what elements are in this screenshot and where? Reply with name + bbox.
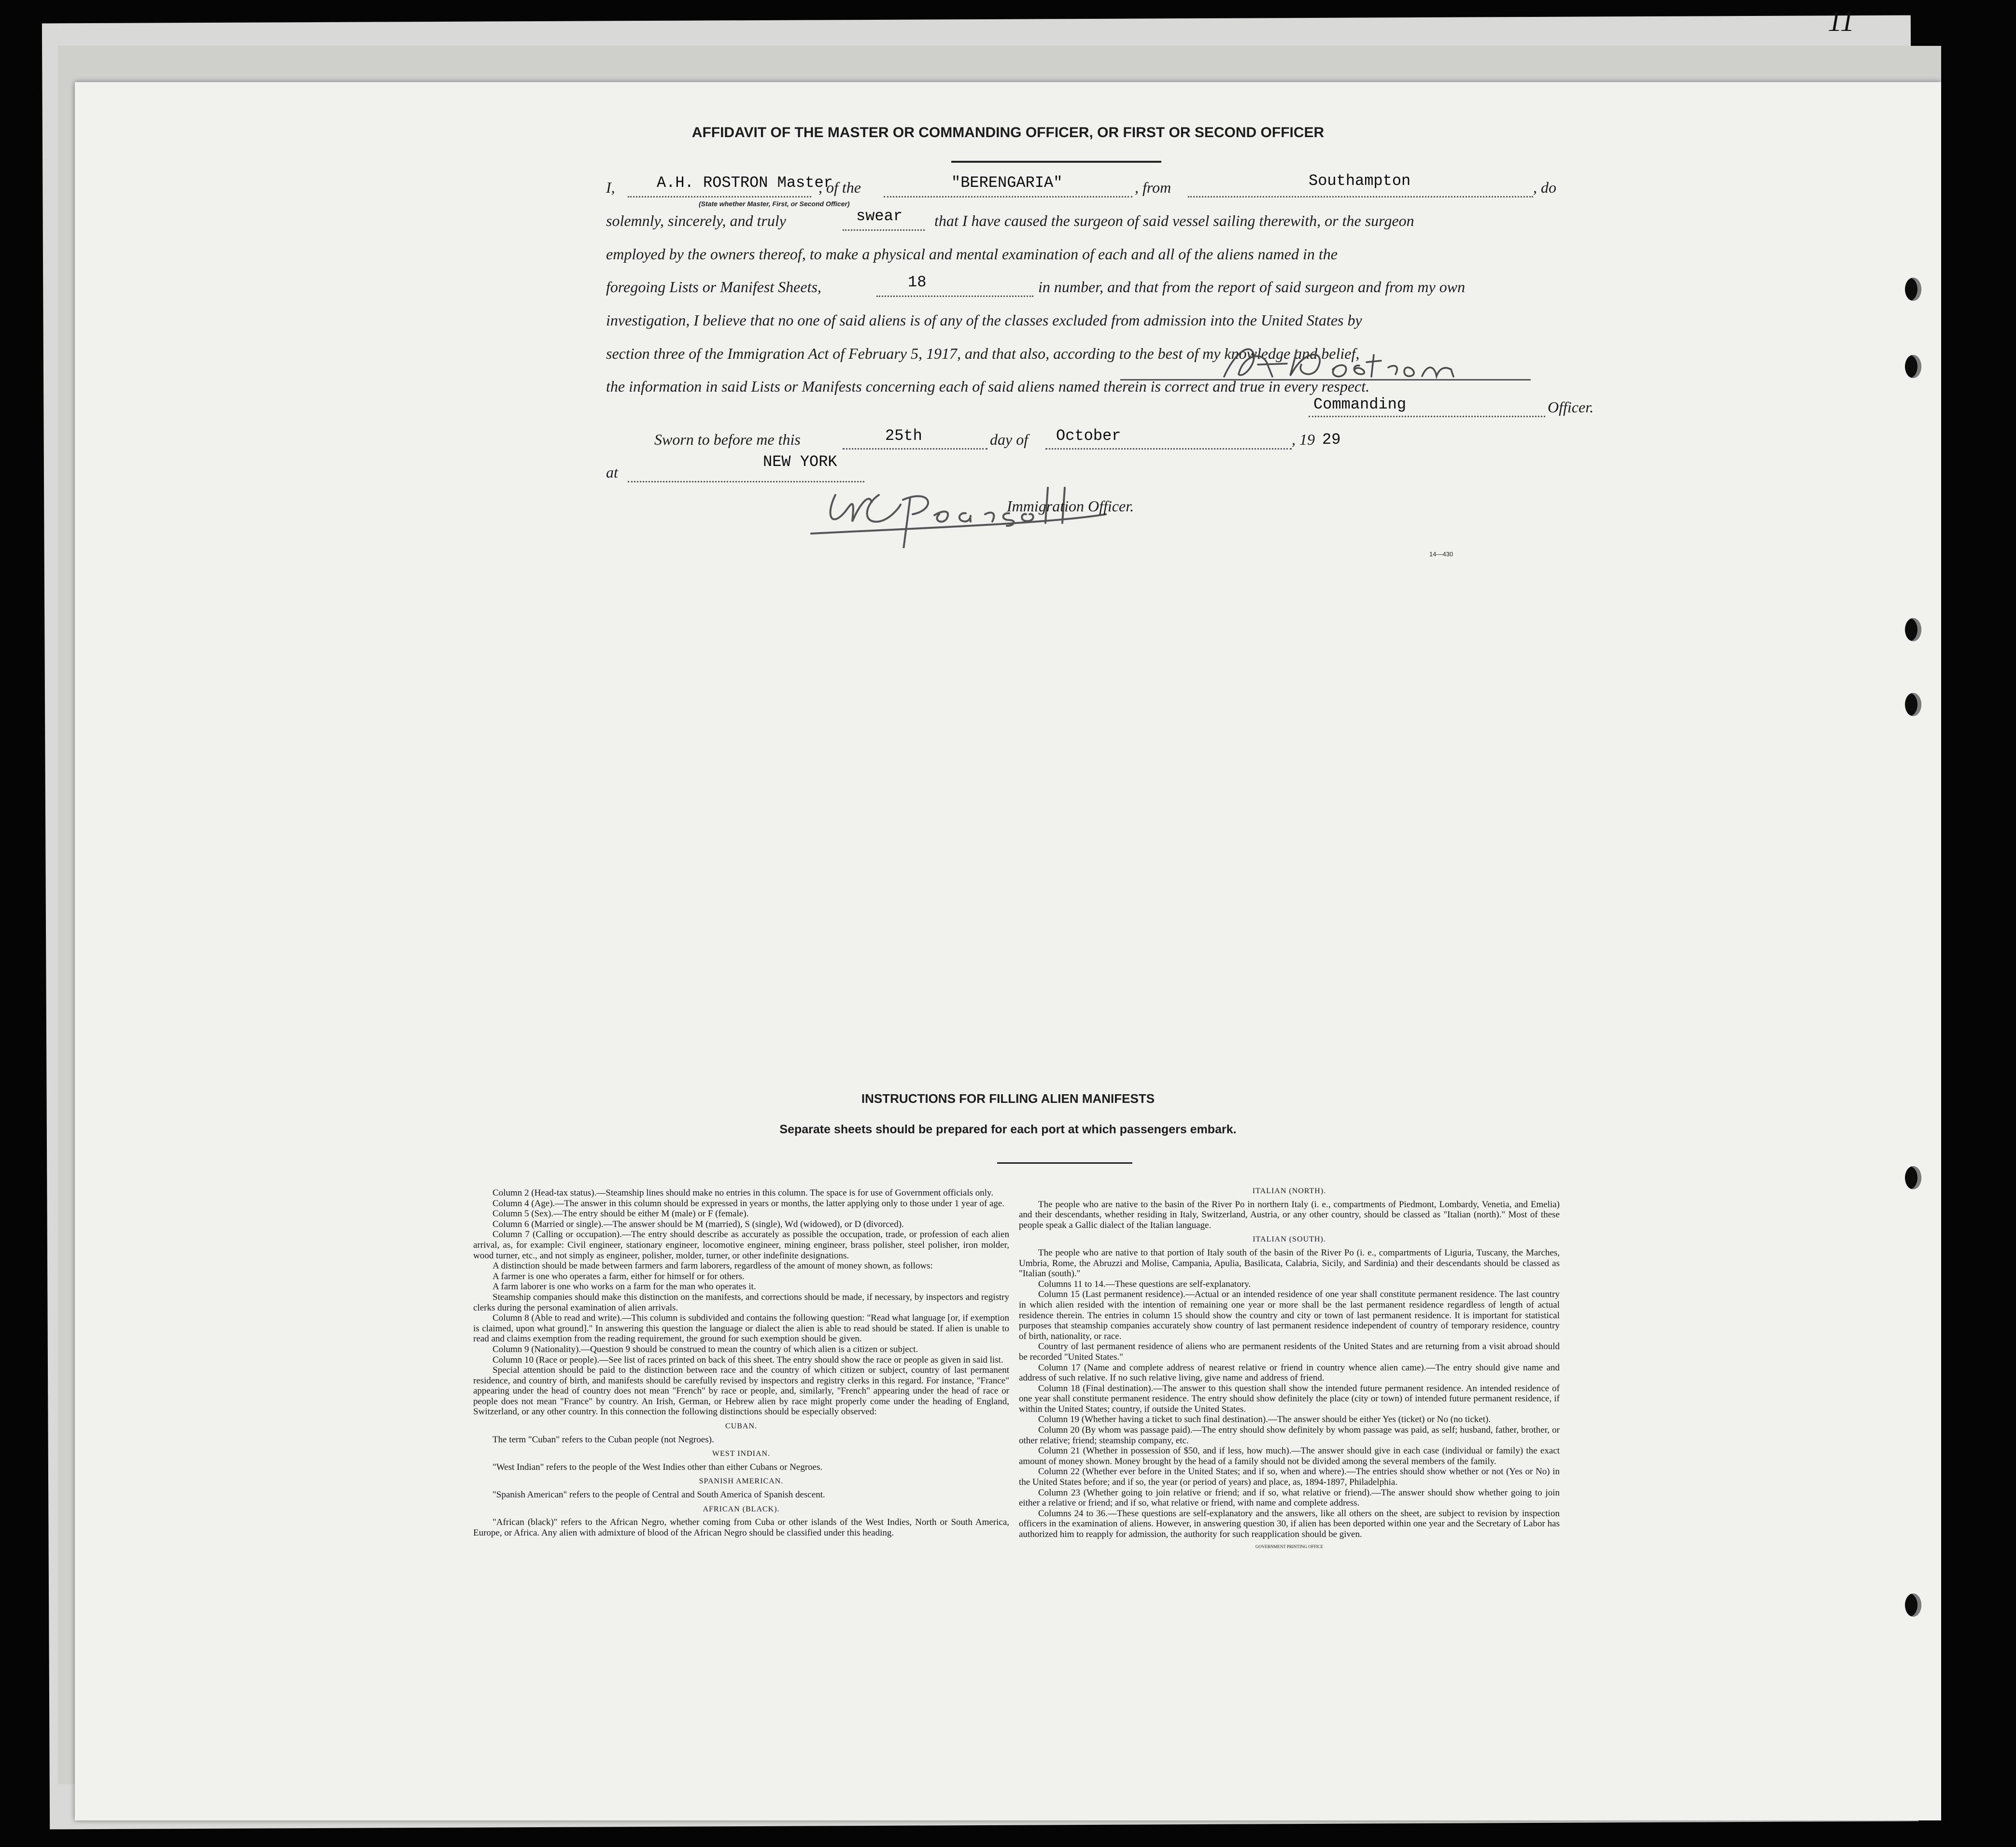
manifest-sheet [75, 82, 1941, 1820]
instruction-paragraph: Columns 11 to 14.—These questions are self-explanatory. [1038, 1279, 1251, 1289]
oath-word: swear [856, 207, 903, 225]
punch-hole [1905, 278, 1921, 301]
line1-mid: , of the [818, 179, 861, 196]
punch-hole [1905, 1166, 1921, 1189]
instruction-paragraph: Column 4 (Age).—The answer in this column should be expressed in years or months, the latter applying only to those under 1 year of age. [493, 1198, 1005, 1209]
affidavit-title: AFFIDAVIT OF THE MASTER OR COMMANDING OFFICER, OR FIRST OR SECOND OFFICER [691, 125, 1325, 141]
sworn-prefix: Sworn to before me this [654, 431, 801, 448]
instruction-paragraph: Steamship companies should make this distinction on the manifests, and corrections should be made, if necessary, by inspectors and registry clerks during the personal examination of alien arrivals. [473, 1292, 1009, 1313]
instruction-paragraph: A distinction should be made between farmers and farm laborers, regardless of the amount of money shown, as follows: [493, 1261, 933, 1271]
name-field [628, 196, 811, 197]
line4-prefix: foregoing Lists or Manifest Sheets, [606, 278, 821, 296]
state-note: (State whether Master, First, or Second Officer) [699, 200, 850, 208]
section-heading: AFRICAN (BLACK). [703, 1505, 780, 1513]
instruction-paragraph: Column 21 (Whether in possession of $50, and if less, how much).—The answer should give in each case (individual or family) the exact amount of money shown. Money brought by the head of a family should not be divided among the several members of the family. [1019, 1446, 1560, 1466]
sheet-count: 18 [908, 273, 927, 291]
instruction-paragraph: Column 7 (Calling or occupation).—The entry should describe as accurately as possible the occupation, trade, or profession of each alien arrival, as, for example: Civil engineer, stationary engineer, locomotive engineer, mining engineer, brass polisher, steel polisher, iron molder, wood turner, etc., and not simply as engineer, polisher, molder, turner, or other indefinite designations. [473, 1229, 1009, 1261]
instruction-paragraph: The term "Cuban" refers to the Cuban people (not Negroes). [493, 1434, 714, 1445]
vessel-field [884, 196, 1132, 197]
instruction-paragraph: Column 23 (Whether going to join relative or friend; and if so, what relative or friend).—The answer should show whether going to join either a relative or friend; and if so, what relative or friend, with name and complete address. [1019, 1487, 1560, 1509]
section-heading: CUBAN. [725, 1422, 757, 1431]
instruction-paragraph: Column 6 (Married or single).—The answer should be M (married), S (single), Wd (widowed), or D (divorced). [493, 1219, 904, 1229]
instruction-paragraph: "African (black)" refers to the African Negro, whether coming from Cuba or other islands of the West Indies, North or South America, Europe, or Africa. Any alien with admixture of blood of the African Negro should be classified under this heading. [473, 1517, 1009, 1538]
day-field [843, 448, 987, 450]
punch-hole [1905, 355, 1921, 378]
line4-rest: in number, and that from the report of said surgeon and from my own [1038, 278, 1466, 296]
instructions-subtitle: Separate sheets should be prepared for each port at which passengers embark. [779, 1123, 1237, 1136]
instruction-paragraph: Column 22 (Whether ever before in the United States; and if so, when and where).—The entries should show whether or not (Yes or No) in the United States before; and if so, the year (or period of years) and place, as, 1894-1897, Philadelphia. [1019, 1466, 1560, 1488]
oath-field [843, 229, 925, 231]
day-label: day of [990, 431, 1029, 448]
instruction-paragraph: Column 17 (Name and complete address of nearest relative or friend in country whence alien came).—The entry should give name and address of such relative. If no such relative living, give name and address of friend. [1019, 1362, 1560, 1383]
affidavit-line-3: employed by the owners thereof, to make a physical and mental examination of each and all of the aliens named in the [606, 245, 1338, 263]
instruction-paragraph: Column 19 (Whether having a ticket to such final destination).—The answer should be either Yes (ticket) or No (no ticket). [1038, 1414, 1491, 1425]
instruction-paragraph: Column 10 (Race or people).—See list of races printed on back of this sheet. The entry should show the race or people as given in said list. [493, 1354, 1003, 1365]
instruction-paragraph: Special attention should be paid to the distinction between race and the country of which citizen or subject, country of last permanent residence, and country of birth, and manifests should be carefully revised by inspectors and registry clerks in this regard. For instance, "France" appearing under the head of country does not mean "French" by race or people, and, similarly, "French" appearing under the head of race or people does not mean "France" by country. An Irish, German, or Hebrew alien by race might properly come under the heading of England, Switzerland, or any other country. In this connection the following distinctions should be especially observed: [473, 1365, 1009, 1417]
instruction-paragraph: Column 8 (Able to read and write).—This column is subdivided and contains the following question: "Read what language [or, if exemption is claimed, upon what ground]." In answering this question the language or dialect the alien is able to read should be stated. If alien is unable to read and claims exemption from the reading requirement, the ground for such exemption should be given. [473, 1313, 1009, 1344]
instruction-paragraph: A farm laborer is one who works on a farm for the man who operates it. [493, 1282, 756, 1292]
instruction-paragraph: Column 20 (By whom was passage paid).—The entry should show definitely by whom passage was paid, as self; husband, father, brother, or other relative; friend; steamship company, etc. [1019, 1425, 1560, 1446]
sworn-month: October [1056, 427, 1121, 445]
line1-prefix: I, [606, 179, 615, 196]
title-rule [951, 161, 1161, 163]
immigration-officer-label: Immigration Officer. [1007, 497, 1134, 515]
rank-field [1309, 416, 1545, 417]
month-field [1045, 448, 1292, 450]
form-number: 14—430 [1429, 550, 1453, 558]
affidavit-line-7: the information in said Lists or Manifests concerning each of said aliens named therein is correct and true in every respect. [606, 378, 1370, 395]
instruction-paragraph: Column 5 (Sex).—The entry should be either M (male) or F (female). [493, 1209, 749, 1219]
section-heading: WEST INDIAN. [712, 1450, 771, 1458]
instructions-right-column [1019, 1182, 1560, 1552]
instruction-paragraph: Column 9 (Nationality).—Question 9 should be construed to mean the country of which alien is a citizen or subject. [493, 1344, 918, 1354]
instruction-paragraph: Country of last permanent residence of aliens who are permanent residents of the United States and are returning from a visit abroad should be recorded "United States." [1019, 1341, 1560, 1362]
instruction-paragraph: The people who are native to that portion of Italy south of the basin of the River Po (i. e., compartments of Liguria, Tuscany, the Marches, Umbria, Rome, the Abruzzi and Molise, Campania, Apulia, Basilicata, Calabria, Sicily, and Sardinia) and their descendants should be classed as "Italian (south)." [1019, 1247, 1560, 1279]
officer-label: Officer. [1548, 398, 1594, 416]
instruction-paragraph: GOVERNMENT PRINTING OFFICE [1255, 1544, 1324, 1549]
line2-rest: that I have caused the surgeon of said vessel sailing therewith, or the surgeon [934, 212, 1414, 229]
port-field [1188, 196, 1533, 197]
instruction-paragraph: Column 18 (Final destination).—The answer to this question shall show the intended future permanent residence. An intended residence of one year shall constitute permanent residence. The entry should show definitely the place (city or town) of intended future permanent residence, if within the United States; country, if outside the United States. [1019, 1383, 1560, 1414]
punch-hole [1905, 1593, 1921, 1617]
at-label: at [606, 464, 618, 481]
instructions-rule [997, 1162, 1132, 1164]
instructions-title: INSTRUCTIONS FOR FILLING ALIEN MANIFESTS [861, 1091, 1155, 1106]
instruction-paragraph: "Spanish American" refers to the people of Central and South America of Spanish descent. [493, 1490, 825, 1500]
punch-hole [1905, 618, 1921, 641]
instruction-paragraph: Column 2 (Head-tax status).—Steamship lines should make no entries in this column. The space is for use of Government officials only. [493, 1188, 994, 1198]
section-heading: ITALIAN (SOUTH). [1253, 1235, 1326, 1244]
line1-from: , from [1135, 179, 1171, 196]
sworn-day: 25th [885, 427, 922, 445]
count-field [876, 296, 1033, 297]
sworn-place: NEW YORK [763, 453, 837, 471]
sworn-year: 29 [1322, 431, 1341, 449]
master-signature [1214, 336, 1485, 389]
affidavit-line-5: investigation, I believe that no one of said aliens is of any of the classes excluded from admission into the United States by [606, 311, 1362, 329]
instructions-left-column [473, 1188, 1009, 1538]
instruction-paragraph: Column 15 (Last permanent residence).—Actual or an intended residence of one year shall constitute permanent residence. The last country in which alien resided with the intention of remaining one year or more shall be the last permanent residence regardless of length of actual residence therein. The entries in column 15 should show the country and city or town of last permanent residence. It is important for statistical purposes that steamship companies accurately show country of last permanent residence independent of country of temporary residence, country of birth, nationality, or race. [1019, 1289, 1560, 1341]
section-heading: SPANISH AMERICAN. [699, 1477, 784, 1486]
punch-hole [1905, 693, 1921, 716]
corner-mark: 11 [1828, 5, 1855, 37]
instruction-paragraph: The people who are native to the basin of the River Po in northern Italy (i. e., compartments of Piedmont, Lombardy, Venetia, and Emelia) and their descendants, whether residing in Italy, Switzerland, Austria, or any other country, should be classed as "Italian (north)." Most of these people speak a Gallic dialect of the Italian language. [1019, 1199, 1560, 1230]
port-name: Southampton [1309, 172, 1411, 190]
line2-prefix: solemnly, sincerely, and truly [606, 212, 786, 229]
year-prefix: , 19 [1292, 431, 1315, 448]
instruction-paragraph: "West Indian" refers to the people of the West Indies other than either Cubans or Negroes. [493, 1462, 823, 1472]
instruction-paragraph: Columns 24 to 36.—These questions are self-explanatory and the answers, like all others on the sheet, are subject to revision by inspection officers in the examination of aliens. However, in answering question 30, if alien has been deported within one year and the Secretary of Labor has authorized him to reapply for admission, the authority for such reapplication should be given. [1019, 1508, 1560, 1539]
vessel-name: "BERENGARIA" [951, 174, 1063, 192]
line1-end: , do [1533, 179, 1556, 196]
officer-rank: Commanding [1313, 395, 1407, 413]
affidavit-line-6: section three of the Immigration Act of February 5, 1917, and that also, according to the best of my knowledge and belief, [606, 345, 1360, 362]
master-name: A.H. ROSTRON Master [657, 174, 833, 192]
instruction-paragraph: A farmer is one who operates a farm, either for himself or for others. [493, 1271, 745, 1282]
section-heading: ITALIAN (NORTH). [1252, 1187, 1326, 1195]
